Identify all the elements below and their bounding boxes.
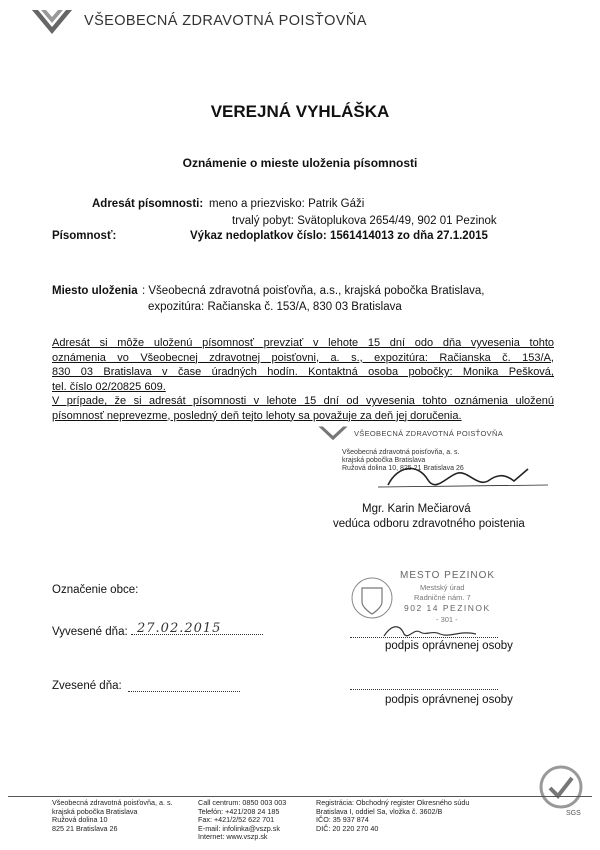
town-stamp-line: - 301 - [436, 615, 458, 624]
sgs-certification-icon [536, 764, 586, 824]
footer-line: Všeobecná zdravotná poisťovňa, a. s. [52, 798, 173, 807]
footer-line: DIČ: 20 220 270 40 [316, 823, 379, 833]
stamp-line: Všeobecná zdravotná poisťovňa, a. s. [342, 449, 460, 456]
notice-paragraph [52, 336, 554, 423]
notice-line: oznámenia vo Všeobecnej zdravotnej poisťovni, a. s., expozitúra: Račianska č. 153/A, [52, 351, 554, 364]
storage-label: Miesto uloženia [52, 285, 138, 297]
removed-label: Zvesené dňa: [52, 680, 122, 692]
document-title: VEREJNÁ VYHLÁŠKA [210, 102, 390, 121]
notice-line: 830 03 Bratislava v čase úradných hodín. Kontaktná osoba pobočky: Monika Pešková, [52, 366, 554, 378]
posted-label: Vyvesené dňa: [52, 626, 128, 638]
footer-line: Bratislava I, oddiel Sa, vložka č. 3602/B [316, 806, 443, 816]
footer-line: IČO: 35 937 874 [316, 815, 369, 825]
footer-line: Telefón: +421/208 24 185 [198, 806, 280, 816]
removed-dotline [128, 691, 240, 692]
footer-line: krajská pobočka Bratislava [52, 806, 138, 816]
stamp-line: Ružová dolina 10, 825 21 Bratislava 26 [342, 465, 464, 472]
document-label: Písomnosť: [52, 230, 117, 242]
signature-caption-1: podpis oprávnenej osoby [385, 640, 513, 652]
town-stamp-line: Mestský úrad [420, 583, 465, 592]
document-subtitle: Oznámenie o mieste uloženia písomnosti [182, 156, 418, 170]
signature-line-2 [350, 689, 498, 690]
vzp-logo-icon [32, 6, 72, 36]
footer-line: Internet: www.vszp.sk [198, 832, 268, 842]
municipality-label: Označenie obce: [52, 584, 139, 596]
signatory-name: Mgr. Karin Mečiarová [362, 503, 471, 515]
footer-registration [316, 799, 469, 833]
sgs-seal-icon [536, 764, 586, 810]
posted-field [131, 621, 263, 635]
document-value: Výkaz nedoplatkov číslo: 1561414013 zo dňa 27.1.2015 [190, 230, 488, 242]
footer-line: Ružová dolina 10 [52, 815, 108, 825]
footer-line: Registrácia: Obchodný register Okresného súdu [316, 798, 470, 807]
institution-stamp [318, 425, 588, 503]
storage-line-2: expozitúra: Račianska č. 153/A, 830 03 Bratislava [148, 301, 402, 313]
addressee-label: Adresát písomnosti: [92, 198, 204, 210]
stamp-line: krajská pobočka Bratislava [342, 457, 426, 464]
town-stamp-title: MESTO PEZINOK [400, 570, 496, 581]
footer-contacts [198, 799, 286, 842]
addressee-address: trvalý pobyt: Svätoplukova 2654/49, 902 01 Pezinok [232, 215, 497, 227]
storage-line-1: : Všeobecná zdravotná poisťovňa, a.s., krajská pobočka Bratislava, [142, 285, 485, 297]
posted-date: 27.02.2015 [137, 621, 222, 636]
footer-address [52, 799, 173, 833]
handwritten-signature [318, 425, 588, 503]
notice-line: tel. číslo 02/20825 609. [52, 380, 166, 393]
footer-divider [8, 796, 592, 797]
town-stamp-line: 902 14 PEZINOK [404, 603, 491, 613]
coat-of-arms-icon [350, 576, 394, 620]
footer-line: Call centrum: 0850 003 003 [198, 798, 287, 807]
sgs-label: SGS [566, 810, 581, 817]
notice-line: Adresát si môže uloženú písomnosť prevziať v lehote 15 dní odo dňa vyvesenia tohto [52, 337, 554, 349]
signature-caption-2: podpis oprávnenej osoby [385, 694, 513, 706]
brand-name: VŠEOBECNÁ ZDRAVOTNÁ POISŤOVŇA [84, 13, 367, 29]
footer-line: E-mail: infolinka@vszp.sk [198, 823, 280, 833]
official-signature [380, 618, 500, 642]
town-stamp-line: Radničné nám. 7 [414, 593, 471, 602]
footer-line: Fax: +421/2/52 622 701 [198, 815, 275, 825]
notice-line: V prípade, že si adresát písomnosti v lehote 15 dní od vyvesenia tohto oznámenia uloženú [52, 395, 554, 407]
notice-line: písomnosť neprevezme, posledný deň tejto lehoty sa považuje za deň jej doručenia. [52, 409, 462, 422]
signatory-role: vedúca odboru zdravotného poistenia [333, 518, 525, 530]
footer-line: 825 21 Bratislava 26 [52, 823, 118, 833]
stamp-brand: VŠEOBECNÁ ZDRAVOTNÁ POISŤOVŇA [354, 429, 504, 438]
addressee-name: meno a priezvisko: Patrik Gáži [209, 198, 365, 210]
